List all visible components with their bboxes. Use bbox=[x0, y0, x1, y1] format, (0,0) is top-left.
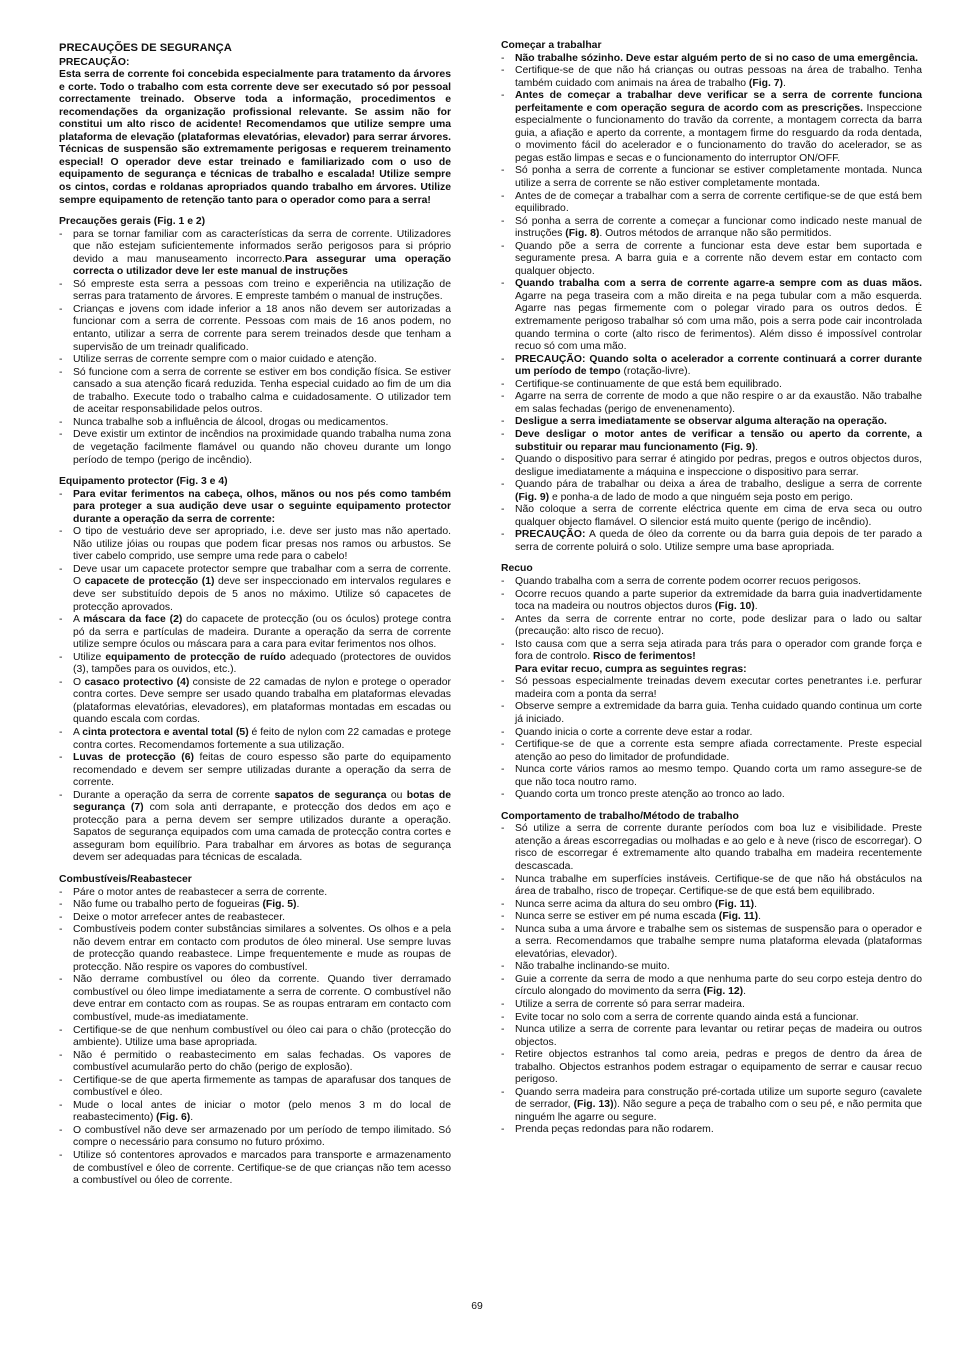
list-item bbox=[501, 727, 922, 740]
list-item bbox=[501, 764, 922, 789]
text: é feito de nylon com 22 camadas e protege contra cortes. Recomendamos fortemente a sua utilização. bbox=[73, 726, 451, 751]
list-item bbox=[501, 429, 922, 454]
text: Só ponha a serra de corrente a funcionar se estiver completamente montada. Nunca utilize a serra de corrente se não estiver completamente montada. bbox=[515, 165, 922, 190]
text: Agarre na serra de corrente de modo a que não respire o ar da exaustão. Não trabalhe em salas fechadas (perigo de envenenamento). bbox=[515, 391, 922, 415]
list-item bbox=[59, 429, 451, 467]
bold-text: equipamento de protecção de ruído bbox=[105, 651, 286, 663]
text: Não trabalhe inclinando-se muito. bbox=[515, 961, 670, 973]
text: Evite tocar no solo com a serra de corrente quando ainda está a funcionar. bbox=[515, 1011, 859, 1023]
list-item bbox=[501, 53, 922, 66]
bold-text: cinta protectora e avental total (5) bbox=[82, 726, 249, 738]
left-column bbox=[59, 40, 451, 1188]
list-item bbox=[59, 417, 451, 430]
list-item bbox=[59, 652, 451, 677]
text: Antes de de começar a trabalhar com a serra de corrente certifique-se de que está bem equilibrado. bbox=[515, 190, 922, 215]
list-item bbox=[501, 454, 922, 479]
text: Quando trabalha com a serra de corrente podem ocorrer recuos perigosos. bbox=[515, 575, 861, 587]
text: Deve existir um extintor de incêndios na proximidade quando trabalha numa zona de vegetação facilmente flamável ou quando não choveu durante um longo período de tempo (perigo de incêndio). bbox=[73, 429, 451, 466]
text: . bbox=[743, 986, 747, 998]
section-heading: Começar a trabalhar bbox=[501, 40, 602, 51]
list-item bbox=[501, 924, 922, 962]
text: Páre o motor antes de reabastecer a serra de corrente. bbox=[73, 886, 328, 898]
text: Guie a corrente da serra de modo a que nenhuma parte do seu corpo esteja dentro do círculo alongado do movimento da serra bbox=[515, 973, 922, 998]
text: Utilize a serra de corrente só para serrar madeira. bbox=[515, 999, 745, 1011]
list-item bbox=[501, 789, 922, 802]
list-item bbox=[59, 489, 451, 527]
text: do capacete de protecção (ou os óculos) protege contra pó da serra e partículas de madeira. Durante a operação da serra de corrente utilize sempre óculos ou máscara para a cara para evitar ferimentos nos olhos. bbox=[73, 614, 451, 651]
text: Quando serra madeira para construção pré-cortada utilize um suporte seguro (cavalete de serrador, bbox=[515, 1086, 922, 1111]
text: Nunca trabalhe sob a influência de álcool, drogas ou medicamentos. bbox=[73, 416, 389, 428]
text: Só empreste esta serra a pessoas com treino e experiência na utilização de serras para tratamento de árvores. E empreste também o manual de instruções. bbox=[73, 278, 451, 303]
text: Quando corta um tronco preste atenção ao tronco ao lado. bbox=[515, 789, 785, 801]
text: . bbox=[754, 898, 757, 910]
text: Utilize só contentores aprovados e marcados para transporte e armazenamento de combustível e óleo de corrente. Certifique-se de que crianças não tem acesso a combustível ou óleo de corrente. bbox=[73, 1150, 451, 1187]
warning-text: Esta serra de corrente foi concebida especialmente para tratamento da árvores e corte. Todo o trabalho com esta corrente deve ser executado só por pessoal correctamente treinado. Observe toda a informação, procedimentos e recomendações da organização profissional relevante. Se assim não for constitui um alto risco de acidente! Recomendamos que utilize sempre uma plataforma de elevação (plataformas elevatórias, elevador) para serrar árvores. Técnicas de suspensão são extremamente perigosas e requerem treinamento especial! O operador deve estar treinado e familiarizado com o uso de equipamento de segurança e técnicas de trabalho e escalada! Utilize sempre os cintos, cordas e roldanas apropriados quando trabalho em árvores. Utilize sempre equipamento de retenção tanto para o operador como para a serra! bbox=[59, 69, 451, 206]
list-item bbox=[59, 1125, 451, 1150]
list-item bbox=[501, 90, 922, 165]
text: Certifique-se de que nenhum combustível ou óleo cai para o chão (protecção do ambiente). Utilize uma base apropriada. bbox=[73, 1024, 451, 1049]
section-heading: Precauções gerais (Fig. 1 e 2) bbox=[59, 216, 206, 228]
bullet-list bbox=[501, 576, 922, 664]
bold-text: máscara da face (2) bbox=[83, 614, 183, 626]
list-item bbox=[501, 639, 922, 664]
text: O tipo de vestuário deve ser apropriado, i.e. deve ser justo mas não apertado. Não utilize jóias ou roupas que podem ficar presas nos ramos ou arbustos. Se tiver cabelo comprido, use sempre uma rede para o cabelo! bbox=[73, 526, 451, 563]
bullet-list bbox=[59, 489, 451, 865]
bold-text: (Fig. 5) bbox=[262, 899, 297, 911]
list-item bbox=[59, 304, 451, 354]
text: Deixe o motor arrefecer antes de reabastecer. bbox=[73, 911, 285, 923]
subheading: Para evitar recuo, cumpra as seguintes regras: bbox=[515, 663, 747, 675]
section-heading: Comportamento de trabalho/Método de trabalho bbox=[501, 810, 739, 822]
list-item bbox=[501, 911, 922, 924]
list-item bbox=[501, 216, 922, 241]
list-item bbox=[59, 614, 451, 652]
list-item bbox=[59, 790, 451, 865]
list-item bbox=[501, 354, 922, 379]
text: . bbox=[782, 77, 786, 89]
list-item bbox=[501, 999, 922, 1012]
list-item bbox=[501, 165, 922, 190]
list-item bbox=[59, 564, 451, 614]
text: com sola anti derrapante, e protecção dos dedos em aço e protecção para a perna devem ser sempre utilizados durante a operação. Sapatos de segurança equipados com uma camada de protecção contra cortes e asseguram bom equilíbrio. Para trabalhar em árvores as botas de segurança devem ser adequadas para técnicas de escalada. bbox=[73, 802, 451, 864]
text: Combustíveis podem conter substâncias similares a solventes. Os olhos e a pela não devem entrar em contacto com produtos de óleo mineral. Use sempre luvas de protecção quando reabastece. Limpe frequentemente e mude as roupas de protecção. Não respire os vapores do combustível. bbox=[73, 924, 451, 973]
list-item bbox=[59, 354, 451, 367]
list-item bbox=[501, 589, 922, 614]
text: A bbox=[73, 726, 83, 738]
text: Quando inicia o corte a corrente deve estar a rodar. bbox=[515, 726, 753, 738]
list-item bbox=[501, 191, 922, 216]
bold-text: PRECAUÇÃO: Quando solta o acelerador a corrente continuará a correr durante um período de tempo bbox=[515, 353, 922, 378]
bold-text: (Fig. 11) bbox=[714, 898, 755, 910]
list-item bbox=[59, 727, 451, 752]
text: . bbox=[758, 911, 762, 923]
list-item bbox=[501, 1024, 922, 1049]
bold-text: Luvas de protecção (6) bbox=[73, 752, 194, 764]
list-item bbox=[59, 1050, 451, 1075]
list-item bbox=[59, 752, 451, 790]
warning-label: PRECAUÇÃO: bbox=[59, 56, 130, 68]
list-item bbox=[501, 1087, 922, 1125]
list-item bbox=[501, 504, 922, 529]
list-item bbox=[501, 278, 922, 353]
text: Mude o local antes de iniciar o motor (pelo menos 3 m do local de reabastecimento) bbox=[73, 1099, 451, 1124]
text: . bbox=[755, 441, 759, 453]
bold-text: (Fig. 13) bbox=[573, 1099, 614, 1111]
bold-text: botas de segurança (7) bbox=[73, 789, 451, 814]
bullet-list bbox=[59, 229, 451, 467]
list-item bbox=[501, 961, 922, 974]
text: Prenda peças redondas para não rodarem. bbox=[515, 1124, 714, 1136]
list-item bbox=[501, 676, 922, 701]
section-heading: Equipamento protector (Fig. 3 e 4) bbox=[59, 476, 228, 488]
list-item bbox=[59, 229, 451, 279]
list-item bbox=[501, 1049, 922, 1087]
text: Utilize serras de corrente sempre com o maior cuidado e atenção. bbox=[73, 354, 377, 366]
bold-text: (Fig. 11) bbox=[718, 911, 759, 923]
page-number: 69 bbox=[471, 1301, 483, 1312]
list-item bbox=[501, 576, 922, 589]
text: Certifique-se continuamente de que está bem equilibrado. bbox=[515, 378, 782, 390]
text: Nunca trabalhe em superfícies instáveis. Certifique-se de que não há obstáculos na área de trabalho, risco de tropeçar. Certifique-se de que está bem equilibrado. bbox=[515, 873, 922, 898]
text: Retire objectos estranhos tal como areia, pedras e pregos de dentro da área de trabalho. Objectos estranhos podem estragar o equipamento de serrar e causar recuo perigoso. bbox=[515, 1049, 922, 1086]
text: Só ponha a serra de corrente a começar a funcionar como indicado neste manual de instruções bbox=[515, 215, 922, 240]
bullet-list bbox=[501, 676, 922, 801]
text: Certifique-se de que não há crianças ou outras pessoas na área de trabalho. Tenha também cuidado com animais na área de trabalho bbox=[515, 65, 922, 89]
text: . Outros métodos de arranque não são permitidos. bbox=[599, 228, 832, 240]
text: Só pessoas especialmente treinadas devem executar cortes penetrantes i.e. perfurar madeira com a ponta da serra! bbox=[515, 676, 922, 700]
text: A bbox=[73, 614, 84, 626]
text: Agarre na pega traseira com a mão direita e na pega tubular com a mão esquerda. Agarre nas pegas firmemente com o polegar virado para os outros dedos. É extremamente perigoso trabalhar só com uma mão, pois a serra pode cair incontrolada quando termina o corte (alto risco de ferimentos). Além disso é impossível controlar recuo só com uma mão. bbox=[515, 290, 922, 353]
text: Isto causa com que a serra seja atirada para trás para o operador com grande força e fora de controlo. bbox=[515, 638, 922, 663]
bold-text: Antes de começar a trabalhar deve verificar se a serra de corrente funciona perfeitamente e com operação segura de acordo com as prescrições. bbox=[515, 90, 922, 114]
bold-text: Não trabalhe sózinho. Deve estar alguém perto de si no caso de uma emergência. bbox=[515, 52, 919, 64]
text: para se tornar familiar com as características da serra de corrente. Utilizadores que não estejam suficientemente informados serão perigosos para si próprio devido a mau manuseamento incorrecto. bbox=[73, 228, 451, 265]
list-item bbox=[501, 823, 922, 873]
text: A queda de óleo da corrente ou da barra guia depois de ter parado a serra de corrente poluirá o solo. Utilize sempre uma base apropriada. bbox=[515, 529, 922, 553]
text: Nunca suba a uma árvore e trabalhe sem os sistemas de suspensão para o operador e a serra. Recomendamos que trabalhe sempre numa plataforma elevada (plataformas elevatórias, elevador). bbox=[515, 923, 922, 960]
list-item bbox=[59, 1075, 451, 1100]
text: (rotação-livre). bbox=[620, 366, 691, 378]
text: Certifique-se de que aperta firmemente as tampas de aparafusar dos tanques de combustível e óleo. bbox=[73, 1074, 451, 1099]
text: Nunca corte vários ramos ao mesmo tempo. Quando corta um ramo assegure-se de que não toca noutro ramo. bbox=[515, 764, 922, 788]
list-item bbox=[59, 899, 451, 912]
text: Não é permitido o reabastecimento em salas fechadas. Os vapores de combustível acumularão perto do chão (perigo de explosão). bbox=[73, 1049, 451, 1074]
text: Não coloque a serra de corrente eléctrica quente em cima de erva seca ou outro qualquer objecto flamável. O silencior está muito quente (perigo de incêndio). bbox=[515, 504, 922, 528]
section-heading: Recuo bbox=[501, 563, 533, 575]
list-item bbox=[59, 974, 451, 1024]
list-item bbox=[501, 379, 922, 392]
text: Não fume ou trabalho perto de fogueiras bbox=[73, 899, 263, 911]
list-item bbox=[501, 739, 922, 764]
list-item bbox=[59, 677, 451, 727]
bold-text: sapatos de segurança bbox=[274, 789, 387, 801]
list-item bbox=[59, 887, 451, 900]
bold-text: PRECAUÇÃO: bbox=[515, 529, 586, 541]
list-item bbox=[501, 874, 922, 899]
list-item bbox=[59, 1150, 451, 1188]
bold-text: Para assegurar uma operação correcta o utilizador deve ler este manual de instruções bbox=[73, 253, 451, 278]
bold-text: (Fig. 7) bbox=[748, 77, 783, 89]
list-item bbox=[59, 1025, 451, 1050]
bold-text: (Fig. 9) bbox=[515, 491, 550, 503]
text: . bbox=[296, 899, 300, 911]
text: Ocorre recuos quando a parte superior da extremidade da barra guia inadvertidamente toca na madeira ou noutros objectos duros bbox=[515, 588, 922, 613]
text: Nunca serre se estiver em pé numa escada bbox=[515, 911, 719, 923]
list-item bbox=[59, 1100, 451, 1125]
bold-text: (Fig. 6) bbox=[156, 1112, 191, 1124]
bold-text: Desligue a serra imediatamente se observar alguma alteração na operação. bbox=[515, 416, 887, 428]
list-item bbox=[501, 974, 922, 999]
text: adequado (protectores de ouvidos (3), tampões para os ouvidos, etc.). bbox=[73, 651, 451, 676]
text: Crianças e jovens com idade inferior a 18 anos não devem ser autorizadas a funcionar com a serra de corrente. Pessoas com mais de 16 anos podem, no entanto, utilizar a serra de corrente para serem treinados desde que tenham a supervisão de um treinadr qualificado. bbox=[73, 303, 451, 353]
bullet-list bbox=[59, 887, 451, 1188]
text: e ponha-a de lado de modo a que ninguém seja posto em perigo. bbox=[549, 491, 853, 503]
list-item bbox=[59, 924, 451, 974]
section-title: PRECAUÇÕES DE SEGURANÇA bbox=[59, 42, 232, 54]
list-item bbox=[501, 479, 922, 504]
list-item bbox=[501, 391, 922, 416]
text: Inspeccione especialmente o funcionamento do travão da corrente, a montagem correcta da barra guia, a afiação e aperto da corrente, a montagem firme do resguardo da roda dentada, o movimento fácil do acelerador e o funcionamento do travão do acelerador, se as pegas estão limpas e secas e o funcionamento do interruptor ON/OFF. bbox=[515, 102, 922, 164]
list-item bbox=[501, 241, 922, 279]
list-item bbox=[501, 899, 922, 912]
bold-text: (Fig. 10) bbox=[714, 601, 755, 613]
list-item bbox=[59, 912, 451, 925]
right-sections bbox=[501, 40, 922, 1137]
bold-text: (Fig. 12) bbox=[703, 986, 744, 998]
text: ). Não segure a peça de trabalho com o seu pé, e não permita que ninguém lhe agarre ou segure. bbox=[515, 1099, 923, 1123]
text: ou bbox=[386, 789, 407, 801]
text: deve ser inspeccionado em intervalos regulares e deve ser substituído depois de 5 anos no máximo. Utilize só capacetes de protecção aprovados. bbox=[73, 576, 451, 613]
list-item bbox=[501, 529, 922, 554]
bullet-list bbox=[501, 53, 922, 555]
bold-text: Quando trabalha com a serra de corrente agarre-a sempre com as duas mãos. bbox=[515, 278, 922, 290]
list-item bbox=[501, 65, 922, 90]
right-column bbox=[501, 40, 922, 1137]
text: consiste de 22 camadas de nylon e protege o operador contra cortes. Deve sempre ser usado quando trabalha em plataformas elevadas (plataformas elevatórias, elevadores), em plataformas montadas em escadas ou quando escala com cordas. bbox=[73, 676, 451, 726]
text: Utilize bbox=[73, 651, 106, 663]
text: Não derrame combustível ou óleo da corrente. Quando tiver derramado combustível ou óleo limpe imediatamente a serra de corrente. O combustível não deve entrar em contacto com as roupas. Se as roupas entraram em contacto com combustível, mude-as imediatamente. bbox=[73, 974, 451, 1024]
text: Durante a operação da serra de corrente bbox=[73, 789, 275, 801]
text: Quando põe a serra de corrente a funcionar esta deve estar bem suportada e seguramente presa. A barra guia e a corrente não devem estar em contacto com qualquer objecto. bbox=[515, 240, 922, 277]
text: Quando pára de trabalhar ou deixa a área de trabalho, desligue a serra de corrente bbox=[515, 479, 922, 491]
text: Só funcione com a serra de corrente se estiver em bos condição física. Se estiver cansado a sua atenção ficará reduzida. Tenha especial cuidado ao fim de um dia de trabalho. Execute todo o trabalho calma e cuidadosamente. O utilizador tem de aceitar responsabilidade pelos outros. bbox=[73, 366, 451, 416]
bold-text: Deve desligar o motor antes de verificar a tensão ou aperto da corrente, a substituir ou reparar mau funcionamento (Fig. 9) bbox=[515, 428, 922, 453]
bold-text: casaco protectivo (4) bbox=[84, 676, 190, 688]
text: . bbox=[754, 601, 758, 613]
text: Só utilize a serra de corrente durante períodos com boa luz e visibilidade. Preste atenção a áreas escorregadias ou molhadas e ao gelo e à neve (risco de escorregar). O risco de escorregar é extremamente alto quando trabalha em madeira recentemente descascada. bbox=[515, 823, 922, 872]
bold-text: capacete de protecção (1) bbox=[84, 576, 215, 588]
text: Observe sempre a extremidade da barra guia. Tenha cuidado quando continua um corte já iniciado. bbox=[515, 701, 922, 725]
text: Nunca utilize a serra de corrente para levantar ou retirar peças de madeira ou outros objectos. bbox=[515, 1024, 922, 1048]
text: O bbox=[73, 676, 85, 688]
text: feitas de couro espesso são parte do equipamento recomendado e devem ser sempre utilizadas durante a operação da serra de corrente. bbox=[73, 752, 451, 789]
bold-text: Risco de ferimentos! bbox=[592, 651, 696, 663]
text: Antes da serra de corrente entrar no corte, pode deslizar para o lado ou saltar (precaução: alto risco de recuo). bbox=[515, 613, 922, 638]
list-item bbox=[501, 701, 922, 726]
list-item bbox=[501, 416, 922, 429]
text: Deve usar um capacete protector sempre que trabalhar com a serra de corrente. O bbox=[73, 563, 451, 588]
bullet-list bbox=[501, 823, 922, 1137]
left-sections bbox=[59, 216, 451, 1188]
list-item bbox=[501, 1012, 922, 1025]
text: O combustível não deve ser armazenado por um período de tempo ilimitado. Só compre o necessário para consumo no futuro próximo. bbox=[73, 1124, 451, 1149]
list-item bbox=[59, 367, 451, 417]
bold-text: (Fig. 8) bbox=[565, 228, 600, 240]
list-item bbox=[501, 1124, 922, 1137]
list-item bbox=[501, 614, 922, 639]
list-item bbox=[59, 526, 451, 564]
section-heading: Combustíveis/Reabastecer bbox=[59, 874, 192, 885]
text: Certifique-se de que a corrente esta sempre afiada correctamente. Preste especial atenção ao peso do limitador de profundidade. bbox=[515, 739, 922, 763]
bold-text: Para evitar ferimentos na cabeça, olhos, mãnos ou nos pés como também para proteger a sua audição deve usar o seguinte equipamento protector durante a operação da serra de corrente: bbox=[73, 488, 451, 525]
text: . bbox=[190, 1112, 194, 1124]
text: Quando o dispositivo para serrar é atingido por pedras, pregos e outros objectos duros, desligue imediatamente a máquina e inspeccione o dispositivo para serrar. bbox=[515, 454, 922, 478]
list-item bbox=[59, 279, 451, 304]
text: Nunca serre acima da altura do seu ombro bbox=[515, 898, 715, 910]
